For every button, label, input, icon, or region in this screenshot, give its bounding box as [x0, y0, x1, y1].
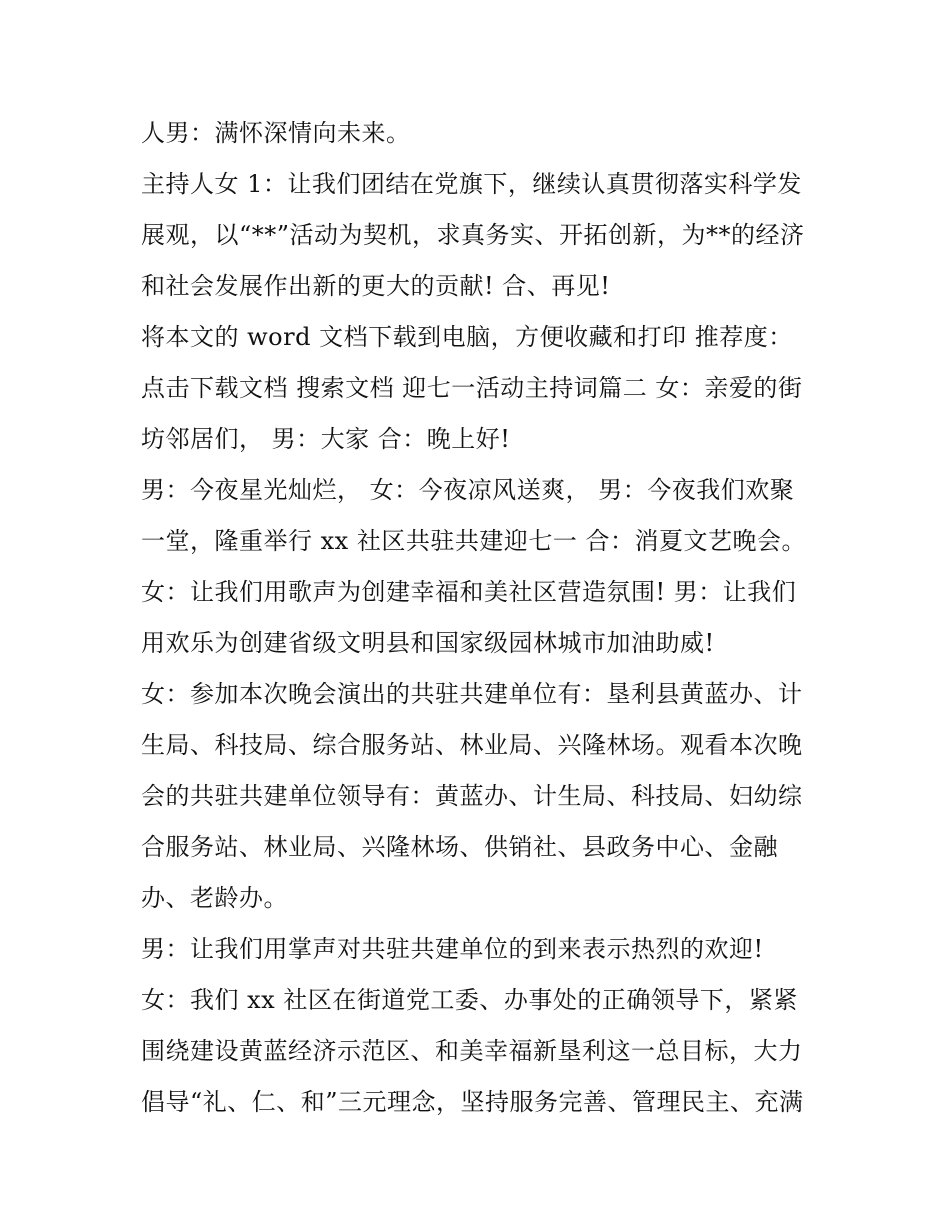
text-line: 用欢乐为创建省级文明县和国家级园林城市加油助威! — [141, 629, 715, 657]
text-line: 男：今夜星光灿烂， 女：今夜凉风送爽， 男：今夜我们欢聚 — [141, 476, 795, 504]
text-line: 围绕建设黄蓝经济示范区、和美幸福新垦利这一总目标，大力 — [141, 1037, 803, 1065]
text-line: 办、老龄办。 — [141, 884, 288, 912]
text-line: 女：我们 xx 社区在街道党工委、办事处的正确领导下，紧紧 — [141, 986, 798, 1014]
text-line: 坊邻居们， 男：大家 合：晚上好! — [141, 425, 511, 453]
text-line: 一堂，隆重举行 xx 社区共驻共建迎七一 合：消夏文艺晚会。 — [141, 527, 806, 555]
text-line: 会的共驻共建单位领导有：黄蓝办、计生局、科技局、妇幼综 — [141, 782, 803, 810]
text-line: 人男：满怀深情向未来。 — [141, 119, 411, 147]
text-line: 合服务站、林业局、兴隆林场、供销社、县政务中心、金融 — [141, 833, 778, 861]
text-line: 生局、科技局、综合服务站、林业局、兴隆林场。观看本次晚 — [141, 731, 803, 759]
text-line: 女：让我们用歌声为创建幸福和美社区营造氛围! 男：让我们 — [141, 578, 797, 606]
text-line: 和社会发展作出新的更大的贡献! 合、再见! — [141, 272, 611, 300]
text-line: 倡导“礼、仁、和”三元理念，坚持服务完善、管理民主、充满 — [141, 1088, 804, 1116]
text-line: 男：让我们用掌声对共驻共建单位的到来表示热烈的欢迎! — [141, 935, 764, 963]
text-line: 女：参加本次晚会演出的共驻共建单位有：垦利县黄蓝办、计 — [141, 680, 803, 708]
text-line: 主持人女 1：让我们团结在党旗下，继续认真贯彻落实科学发 — [141, 170, 802, 198]
text-line: 点击下载文档 搜索文档 迎七一活动主持词篇二 女：亲爱的街 — [141, 374, 803, 402]
document-body — [141, 108, 821, 1128]
text-line: 将本文的 word 文档下载到电脑，方便收藏和打印 推荐度： — [141, 323, 793, 351]
text-line: 展观，以“**”活动为契机，求真务实、开拓创新，为**的经济 — [141, 221, 805, 249]
